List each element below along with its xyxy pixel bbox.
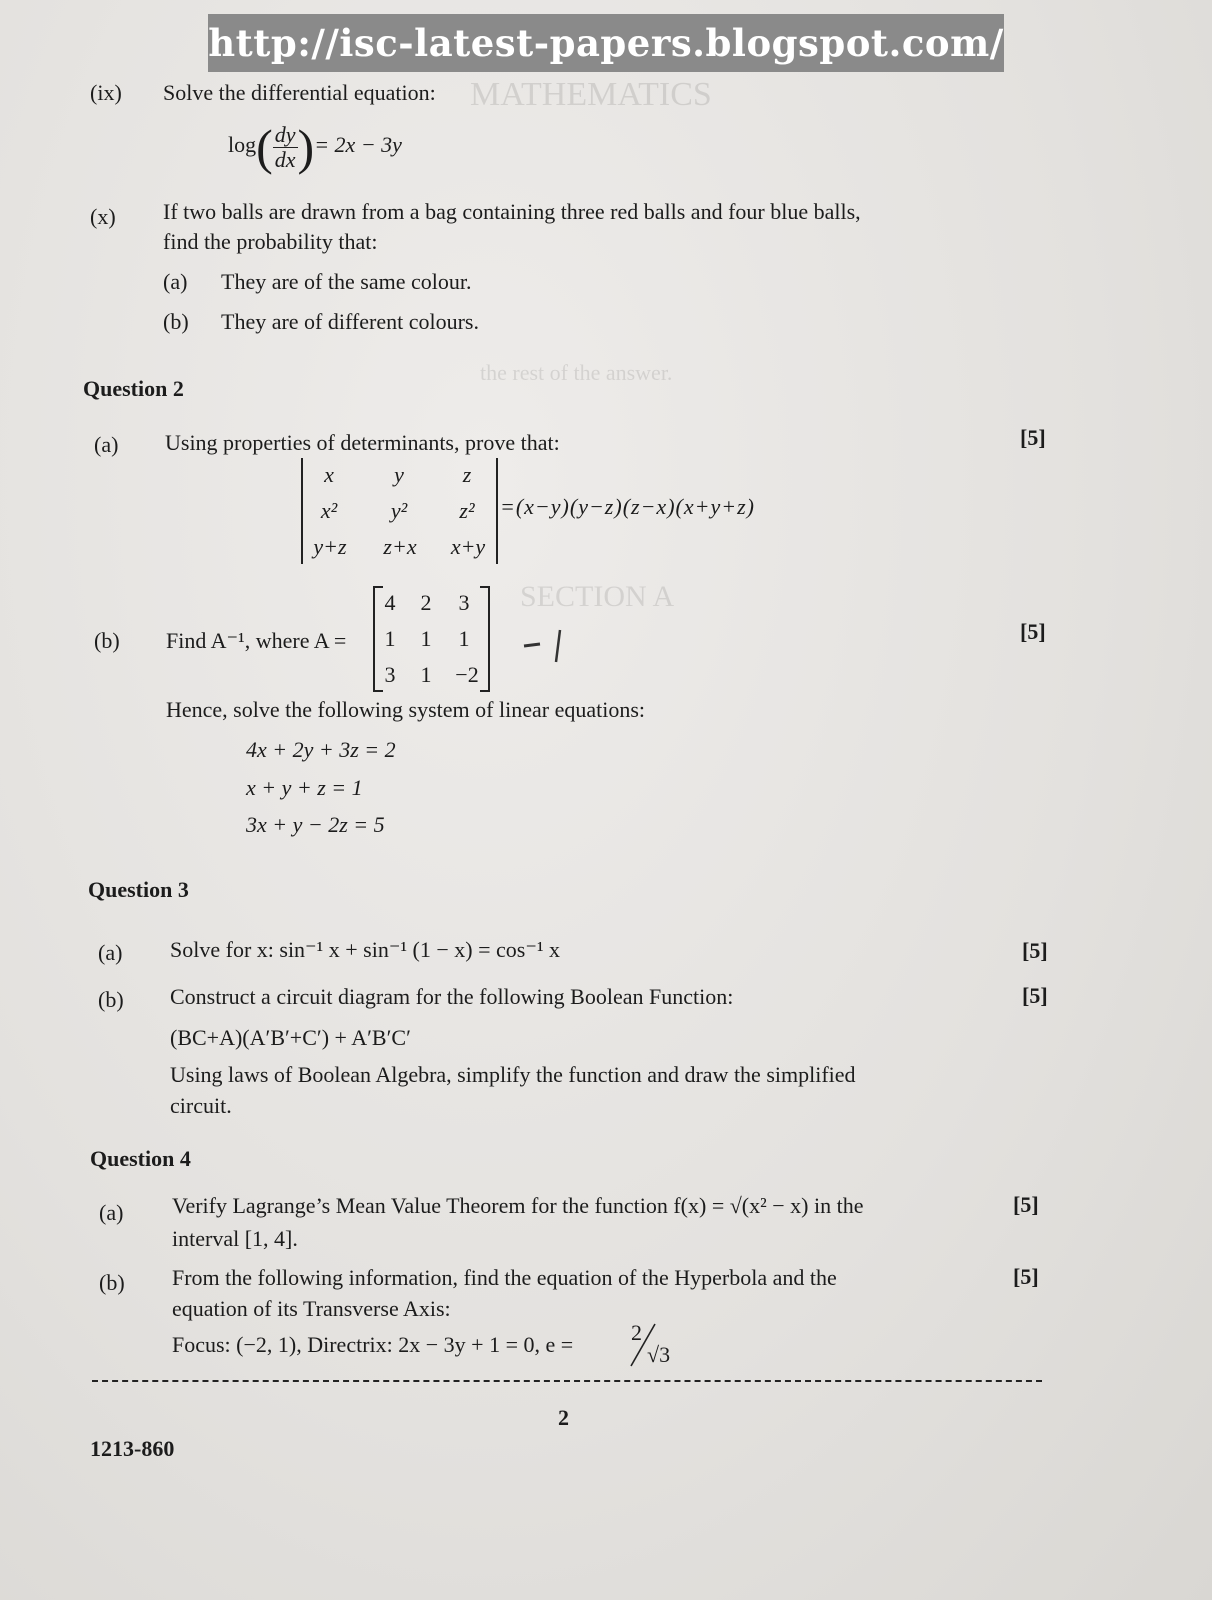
- matrix-cell: 2: [420, 590, 432, 615]
- sub-text: equation of its Transverse Axis:: [172, 1296, 451, 1321]
- question-text: Solve the differential equation:: [163, 80, 436, 105]
- sub-text: Hence, solve the following system of linear equations:: [166, 697, 645, 722]
- bleed-through-text: SECTION A: [520, 580, 675, 613]
- determinant-bar-right: [496, 458, 498, 564]
- linear-equation: x + y + z = 1: [246, 775, 363, 800]
- sub-text: From the following information, find the equation of the Hyperbola and the: [172, 1265, 837, 1290]
- det-cell: x²: [320, 498, 338, 523]
- sub-text: Using properties of determinants, prove that:: [165, 430, 560, 455]
- matrix-cell: −2: [455, 662, 479, 687]
- differential-equation: [228, 119, 402, 175]
- boolean-function: (BC+A)(A′B′+C′) + A′B′C′: [170, 1025, 411, 1050]
- matrix-cell: 4: [384, 590, 396, 615]
- matrix-cell: 1: [384, 626, 396, 651]
- sub-label: (b): [98, 987, 124, 1012]
- paper-code: 1213-860: [90, 1436, 175, 1461]
- sub-text: They are of different colours.: [221, 309, 479, 334]
- eccentricity-fraction: [625, 1320, 675, 1370]
- question-number: (ix): [90, 80, 122, 105]
- marks-badge: [5]: [1013, 1264, 1039, 1289]
- question-heading: Question 2: [83, 376, 184, 401]
- matrix-cell: 1: [458, 626, 470, 651]
- sub-text: Verify Lagrange’s Mean Value Theorem for the function f(x) = √(x² − x) in the: [172, 1193, 864, 1218]
- det-cell: x+y: [450, 534, 486, 559]
- matrix-cell: 1: [420, 662, 432, 687]
- paren-open: (: [256, 119, 273, 175]
- determinant-bar-left: [301, 458, 303, 564]
- equation-rhs: = 2x − 3y: [314, 132, 402, 158]
- sub-label: (b): [163, 309, 189, 334]
- footer-divider: [92, 1380, 1042, 1382]
- det-cell: y+z: [313, 534, 347, 559]
- sub-text: Find A⁻¹, where A =: [166, 628, 347, 653]
- question-number: (x): [90, 204, 116, 229]
- linear-equation: 4x + 2y + 3z = 2: [246, 737, 396, 762]
- marks-badge: [5]: [1020, 619, 1046, 644]
- question-text: If two balls are drawn from a bag containing three red balls and four blue balls,: [163, 199, 861, 224]
- matrix-cell: 3: [458, 590, 470, 615]
- determinant-result: =(x−y)(y−z)(z−x)(x+y+z): [500, 494, 755, 519]
- matrix-cell: 1: [420, 626, 432, 651]
- sub-label: (b): [99, 1270, 125, 1295]
- fraction-numerator: dy: [274, 121, 296, 147]
- marks-badge: [5]: [1022, 983, 1048, 1008]
- derivative-fraction: [273, 123, 298, 172]
- sub-text: Focus: (−2, 1), Directrix: 2x − 3y + 1 = 0, e =: [172, 1332, 574, 1357]
- linear-equation: 3x + y − 2z = 5: [246, 812, 385, 837]
- bleed-through-text: the rest of the answer.: [480, 360, 673, 385]
- det-cell: y: [394, 462, 404, 487]
- fraction-denominator: dx: [274, 146, 296, 172]
- sub-text: circuit.: [170, 1093, 232, 1118]
- question-heading: Question 3: [88, 877, 189, 902]
- log-label: log: [228, 132, 257, 158]
- paren-close: ): [297, 119, 315, 175]
- sub-text: They are of the same colour.: [221, 269, 472, 294]
- sub-label: (a): [99, 1200, 124, 1225]
- det-cell: y²: [390, 498, 408, 523]
- marks-badge: [5]: [1022, 938, 1048, 963]
- sub-text: Using laws of Boolean Algebra, simplify the function and draw the simplified: [170, 1062, 856, 1087]
- fraction-denominator: √3: [647, 1342, 671, 1367]
- det-cell: x: [324, 462, 334, 487]
- matrix-cell: 3: [384, 662, 396, 687]
- sub-label: (a): [98, 940, 123, 965]
- sub-label: (a): [94, 432, 119, 457]
- sub-text: Solve for x: sin⁻¹ x + sin⁻¹ (1 − x) = cos⁻¹ x: [170, 937, 561, 962]
- sub-text: Construct a circuit diagram for the following Boolean Function:: [170, 984, 734, 1009]
- det-cell: z²: [459, 498, 475, 523]
- question-text: find the probability that:: [163, 229, 378, 254]
- bleed-through-text: MATHEMATICS: [470, 76, 712, 113]
- page-number: 2: [558, 1405, 569, 1430]
- handwritten-mark-icon: [520, 622, 570, 666]
- sub-label: (b): [94, 628, 120, 653]
- marks-badge: [5]: [1013, 1192, 1039, 1217]
- marks-badge: [5]: [1020, 425, 1046, 450]
- website-banner[interactable]: http://isc-latest-papers.blogspot.com/: [208, 14, 1004, 72]
- question-heading: Question 4: [90, 1146, 191, 1171]
- fraction-numerator: 2: [631, 1320, 642, 1345]
- sub-text: interval [1, 4].: [172, 1226, 298, 1251]
- sub-label: (a): [163, 269, 188, 294]
- det-cell: z: [462, 462, 472, 487]
- det-cell: z+x: [383, 534, 417, 559]
